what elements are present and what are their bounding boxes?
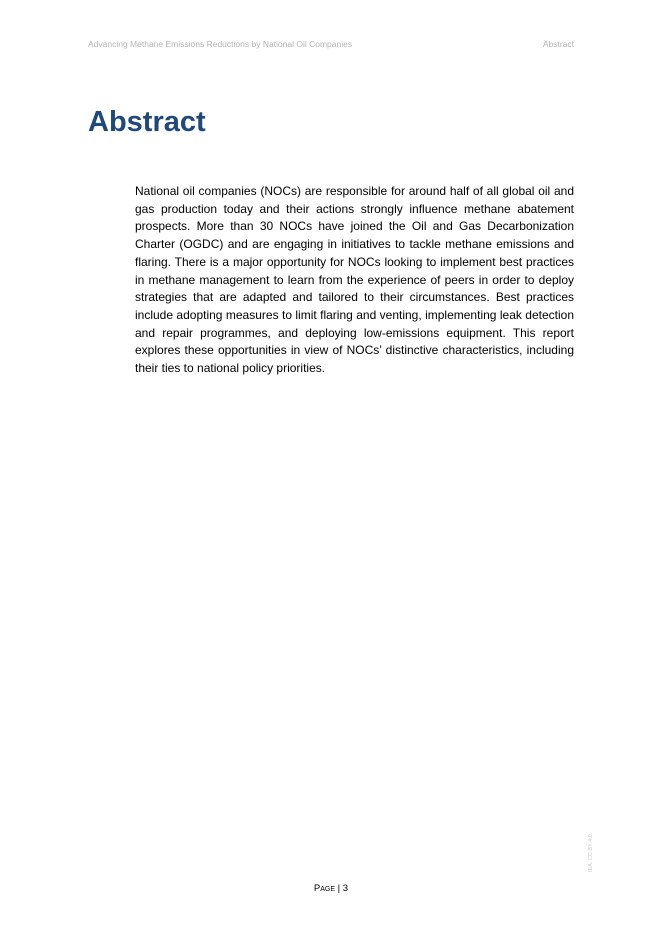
running-header <box>88 39 574 51</box>
abstract-paragraph: National oil companies (NOCs) are responsible for around half of all global oil and gas production today and their actions strongly influence methane abatement prospects. More than 30 NOCs have joined the Oil and Gas Decarbonization Charter (OGDC) and are engaging in initiatives to tackle methane emissions and flaring. There is a major opportunity for NOCs looking to implement best practices in methane management to learn from the experience of peers in order to deploy strategies that are adapted and tailored to their circumstances. Best practices include adopting measures to limit flaring and venting, implementing leak detection and repair programmes, and deploying low-emissions equipment. This report explores these opportunities in view of NOCs’ distinctive characteristics, including their ties to national policy priorities. <box>135 184 574 376</box>
license-mark: IEA. CC BY 4.0. <box>588 832 594 872</box>
page-number-value: 3 <box>342 883 349 894</box>
running-header-title: Advancing Methane Emissions Reductions by National Oil Companies <box>88 39 353 49</box>
page-separator: | <box>337 883 341 894</box>
page-title: Abstract <box>88 106 206 138</box>
page-label: Page <box>313 883 336 894</box>
running-header-section: Abstract <box>542 39 574 49</box>
page-number <box>0 883 662 894</box>
